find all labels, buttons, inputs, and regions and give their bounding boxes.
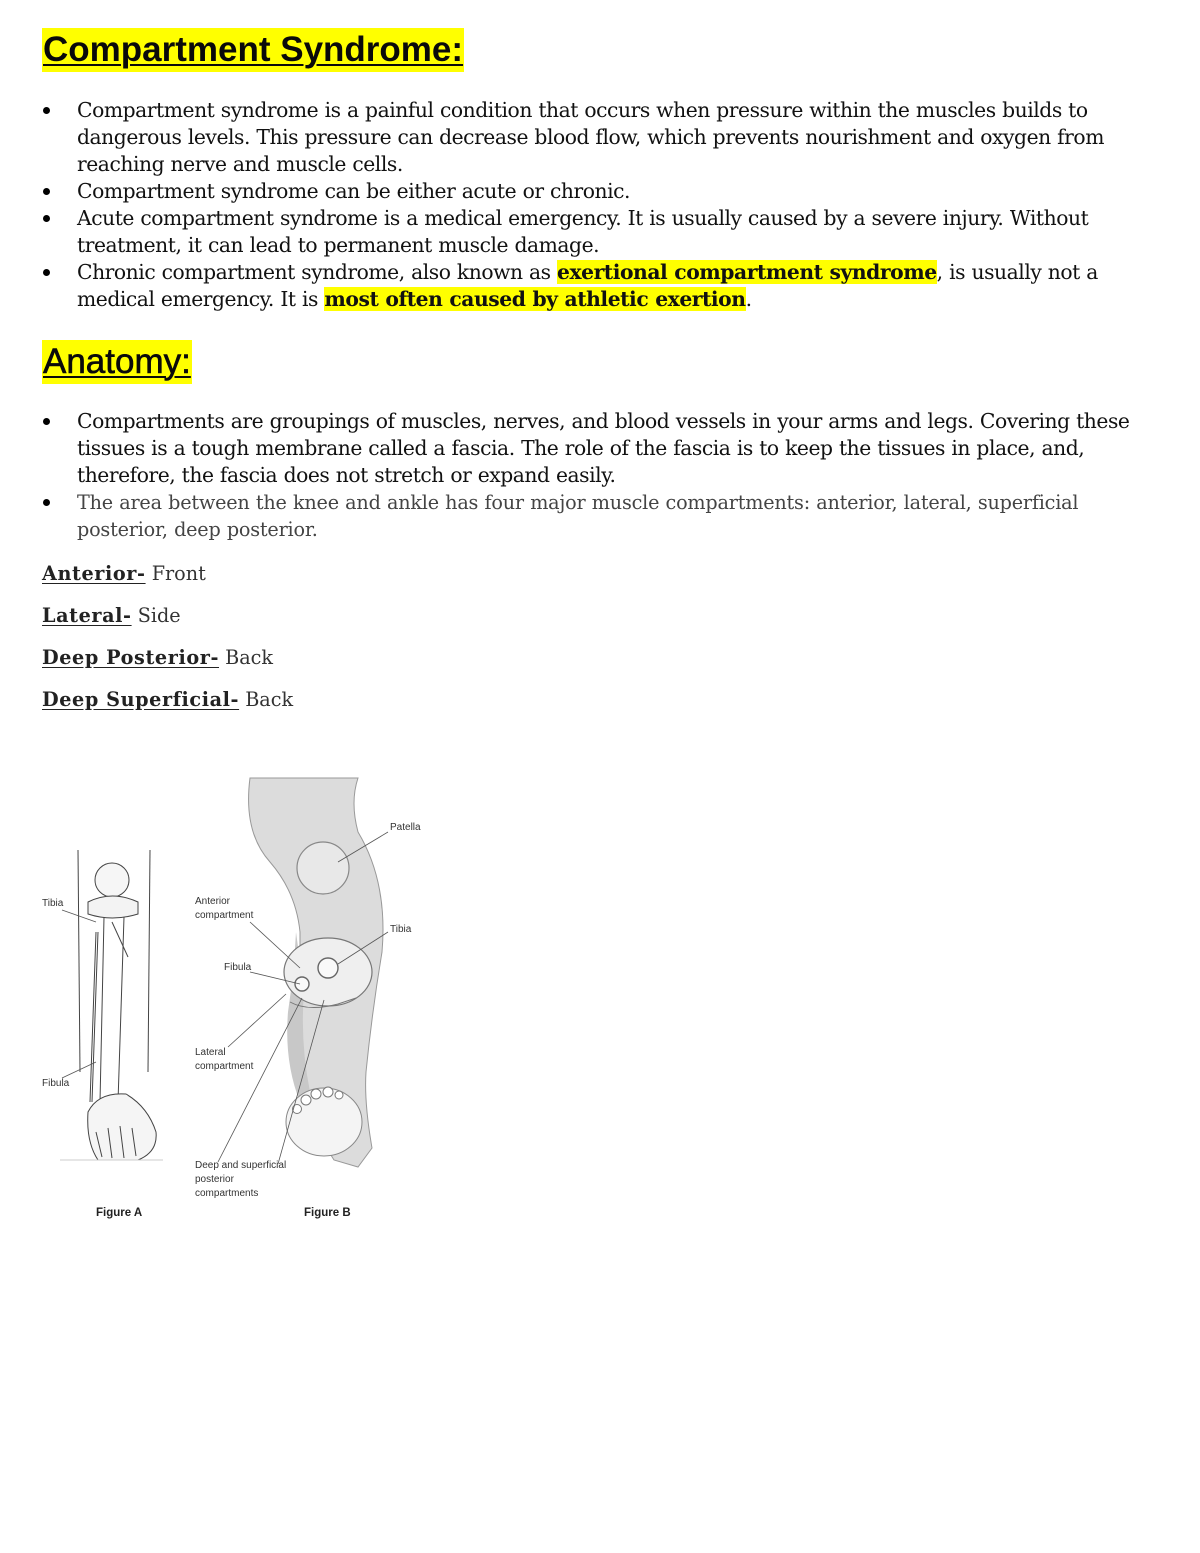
term-lateral: Lateral- Side <box>42 604 181 627</box>
heading-compartment-syndrome: Compartment Syndrome: <box>42 28 464 72</box>
list-item: Chronic compartment syndrome, also known as exertional compartment syndrome, is usually not a medical emergency. It is most often caused by athletic exertion. <box>42 259 1162 313</box>
bullet-icon <box>43 269 50 276</box>
label-patella: Patella <box>390 822 421 833</box>
figure-a-caption: Figure A <box>96 1207 143 1219</box>
highlight-exertional: exertional compartment syndrome <box>557 260 937 284</box>
list-item: Acute compartment syndrome is a medical emergency. It is usually caused by a severe injury. Without treatment, it can lead to permanent muscle damage. <box>42 205 1162 259</box>
bullet-icon <box>43 418 50 425</box>
label-fibula-b: Fibula <box>224 962 252 973</box>
heading-anatomy: Anatomy: <box>42 340 192 384</box>
term-deep-superficial: Deep Superficial- Back <box>42 688 294 711</box>
leg-anatomy-figure <box>38 772 428 1222</box>
highlight-athletic-exertion: most often caused by athletic exertion <box>324 287 746 311</box>
label-fibula-a: Fibula <box>42 1078 70 1089</box>
label-posterior-1: Deep and superficial <box>195 1160 287 1171</box>
figure-b-leg-cross-section <box>249 778 383 1167</box>
bullet-icon <box>43 499 50 506</box>
list-item: Compartment syndrome is a painful condition that occurs when pressure within the muscles builds to dangerous levels. This pressure can decrease blood flow, which prevents nourishment and oxygen from reaching nerve and muscle cells. <box>42 97 1162 178</box>
list-item: Compartments are groupings of muscles, nerves, and blood vessels in your arms and legs. Covering these tissues is a tough membrane called a fascia. The role of the fascia is to keep the tissues in place, and, therefore, the fascia does not stretch or expand easily. <box>42 408 1162 489</box>
label-tibia-b: Tibia <box>390 924 412 935</box>
figure-a-leg-skeleton <box>60 850 163 1160</box>
label-anterior-1: Anterior <box>195 896 231 907</box>
leg-anatomy-illustration <box>38 772 428 1222</box>
term-deep-posterior: Deep Posterior- Back <box>42 646 274 669</box>
bullet-icon <box>43 107 50 114</box>
label-lateral-1: Lateral <box>195 1047 226 1058</box>
term-anterior: Anterior- Front <box>42 562 206 585</box>
compartment-syndrome-bullet-list <box>42 97 1162 313</box>
label-posterior-2: posterior <box>195 1174 234 1185</box>
list-item: The area between the knee and ankle has four major muscle compartments: anterior, lateral, superficial posterior, deep posterior. <box>42 489 1162 543</box>
label-posterior-3: compartments <box>195 1188 259 1199</box>
list-item: Compartment syndrome can be either acute or chronic. <box>42 178 1162 205</box>
bullet-icon <box>43 215 50 222</box>
document-page <box>42 28 1162 713</box>
label-anterior-2: compartment <box>195 910 254 921</box>
anatomy-bullet-list <box>42 408 1162 543</box>
figure-b-caption: Figure B <box>304 1207 351 1219</box>
label-tibia-a: Tibia <box>42 898 64 909</box>
bullet-icon <box>43 188 50 195</box>
label-lateral-2: compartment <box>195 1061 254 1072</box>
